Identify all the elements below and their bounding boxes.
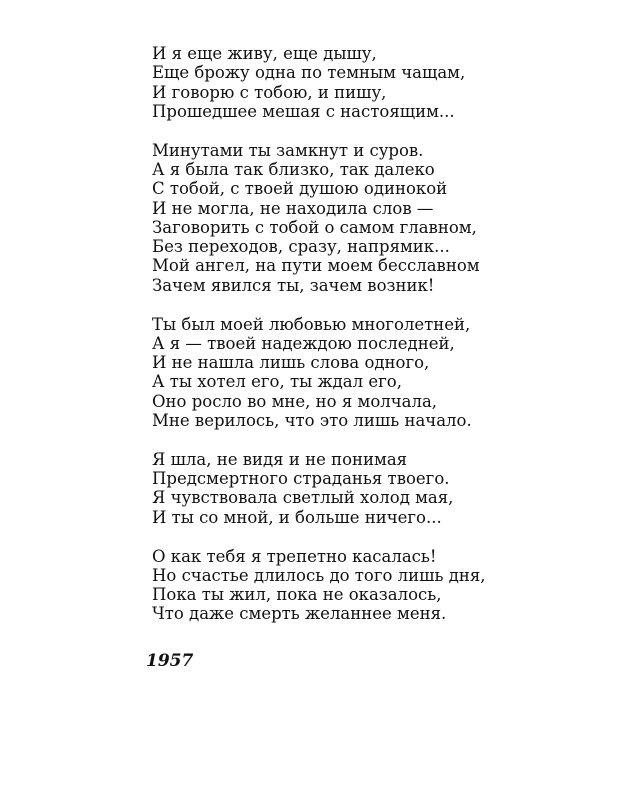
poem-line: О как тебя я трепетно касалась! xyxy=(152,546,437,566)
poem-line: Я чувствовала светлый холод мая, xyxy=(152,488,454,508)
poem-year: 1957 xyxy=(146,651,194,671)
poem-line: Заговорить с тобой о самом главном, xyxy=(152,217,477,237)
poem-line: Я шла, не видя и не понимая xyxy=(152,449,408,469)
poem-line: Минутами ты замкнут и суров. xyxy=(152,140,424,160)
poem-line: А я — твоей надеждою последней, xyxy=(152,333,455,353)
poem-line: И не могла, не находила слов — xyxy=(152,198,434,218)
poem-line: Но счастье длилось до того лишь дня, xyxy=(152,565,486,585)
poem-line: И ты со мной, и больше ничего... xyxy=(152,507,442,527)
stanza-3 xyxy=(152,315,592,431)
poem-line: Пока ты жил, пока не оказалось, xyxy=(152,585,442,605)
poem-line: С тобой, с твоей душою одинокой xyxy=(152,179,448,199)
poem-line: Предсмертного страданья твоего. xyxy=(152,469,450,489)
stanza-4 xyxy=(152,450,592,527)
poem-line: Мой ангел, на пути моем бесславном xyxy=(152,256,480,276)
stanza-1 xyxy=(152,44,592,121)
poem-text xyxy=(152,44,592,643)
stanza-5 xyxy=(152,547,592,624)
poem-line: И я еще живу, еще дышу, xyxy=(152,44,377,63)
stanza-2 xyxy=(152,141,592,295)
poem-line: Еще брожу одна по темным чащам, xyxy=(152,63,466,83)
poem-line: А я была так близко, так далеко xyxy=(152,159,435,179)
poem-line: Без переходов, сразу, напрямик... xyxy=(152,237,450,257)
poem-line: Что даже смерть желаннее меня. xyxy=(152,604,447,624)
poem-line: Зачем явился ты, зачем возник! xyxy=(152,275,435,295)
poem-line: Прошедшее мешая с настоящим... xyxy=(152,101,455,121)
poem-line: Ты был моей любовью многолетней, xyxy=(152,314,471,334)
poem-line: Мне верилось, что это лишь начало. xyxy=(152,411,472,431)
poem-line: И говорю с тобою, и пишу, xyxy=(152,82,387,102)
poem-line: И не нашла лишь слова одного, xyxy=(152,353,430,373)
poem-line: Оно росло во мне, но я молчала, xyxy=(152,391,438,411)
poem-line: А ты хотел его, ты ждал его, xyxy=(152,372,402,392)
